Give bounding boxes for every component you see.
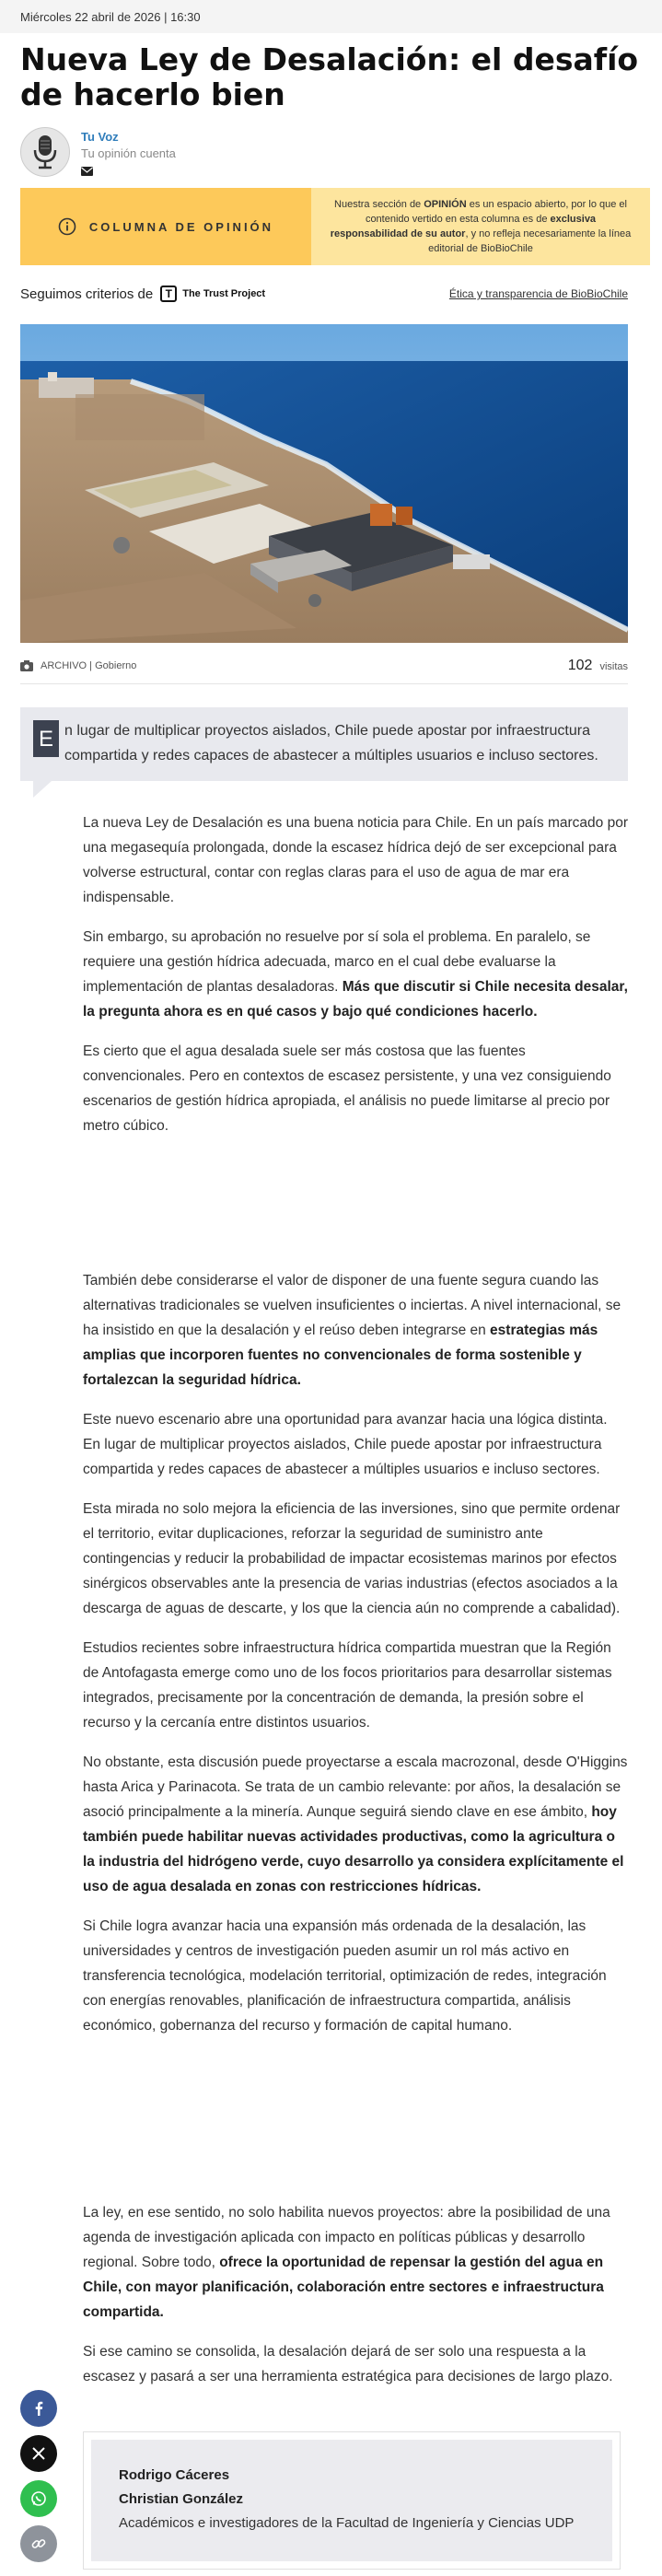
camera-icon <box>20 660 33 671</box>
criteria-prefix: Seguimos criterios de <box>20 286 154 302</box>
paragraph: La ley, en ese sentido, no solo habilita nuevos proyectos: abre la posibilidad de una agenda de investigación aplicada con impacto en políticas públicas y desarrollo regional. Sobre todo, ofrece la oportunidad de repensar la gestión del agua en Chile, con mayor planificación, colaboración entre sectores e infraestructura compartida. <box>83 2205 610 2320</box>
disclaimer-text: , y no refleja necesariamente la línea editorial de BioBioChile <box>428 228 632 254</box>
date-bar <box>0 0 662 33</box>
paragraph: Este nuevo escenario abre una oportunidad para avanzar hacia una lógica distinta. En lugar de multiplicar proyectos aislados, Chile puede apostar por infraestructura compartida y redes capaces de abastecer a múltiples usuarios e incluso sectores. <box>83 1412 608 1477</box>
drop-cap: E <box>33 720 59 757</box>
author-avatar[interactable] <box>20 127 70 177</box>
share-facebook-button[interactable] <box>20 2390 57 2427</box>
paragraph: Esta mirada no solo mejora la eficiencia de las inversiones, sino que permite ordenar el territorio, evitar duplicaciones, reforzar la seguridad de suministro ante contingencias y reducir la probabilidad de impactar ecosistemas marinos por efectos sinérgicos observables ante la presencia de varias industrias (efectos asociados a la descarga de aguas de descarte, y los que la ciencia aún no comprende a cabalidad). <box>83 1501 621 1616</box>
paragraph: Sin embargo, su aprobación no resuelve por sí sola el problema. En paralelo, se requiere una gestión hídrica adecuada, marco en el cual debe evaluarse la implementación de plantas desaladoras. Más que discutir si Chile necesita desalar, la pregunta ahora es en qué casos y bajo qué condiciones hacerlo. <box>83 929 628 1020</box>
x-icon <box>31 2446 46 2461</box>
disclaimer-text: Nuestra sección de <box>334 199 424 210</box>
divider <box>20 683 628 684</box>
paragraph: Es cierto que el agua desalada suele ser más costosa que las fuentes convencionales. Pero en contextos de escasez persistente, y una vez consiguiendo escenarios de gestión hídrica apropiada, el análisis no puede limitarse al precio por metro cúbico. <box>83 1043 611 1134</box>
visits-count: 102 <box>567 658 593 673</box>
microphone-icon <box>29 134 61 170</box>
copy-link-button[interactable] <box>20 2525 57 2562</box>
author-signature-box <box>83 2431 621 2570</box>
signature-role: Académicos e investigadores de la Facultad de Ingeniería y Ciencias UDP <box>119 2515 575 2531</box>
publish-date: Miércoles 22 abril de 2026 | 16:30 <box>20 9 201 24</box>
lede-text: n lugar de multiplicar proyectos aislados, Chile puede apostar por infraestructura compartida y redes capaces de abastecer a múltiples usuarios e incluso sectores. <box>64 723 598 763</box>
paragraph: Estudios recientes sobre infraestructura hídrica compartida muestran que la Región de Antofagasta emerge como uno de los focos prioritarios para desarrollar sistemas integrados, precisamente por la concentración de demanda, la presión sobre el recurso y la cercanía entre distintos usuarios. <box>83 1640 612 1731</box>
photo-source: ARCHIVO | Gobierno <box>41 660 137 671</box>
paragraph: Si Chile logra avanzar hacia una expansión más ordenada de la desalación, las universidades y centros de investigación pueden asumir un rol más activo en transferencia tecnológica, modelación territorial, optimización de redes, integración con energías renovables, planificación de infraestructura compartida, análisis económico, gobernanza del recurso y formación de capital humano. <box>83 1918 607 2034</box>
author-name[interactable]: Tu Voz <box>81 130 119 144</box>
disclaimer-bold: exclusiva responsabilidad de su autor <box>330 214 597 239</box>
ethics-link[interactable]: Ética y transparencia de BioBioChile <box>448 287 628 300</box>
share-x-button[interactable] <box>20 2435 57 2472</box>
trust-project-logo[interactable] <box>160 286 265 302</box>
opinion-disclaimer <box>311 188 650 265</box>
article-body-3 <box>83 2200 628 2404</box>
info-icon <box>58 217 76 236</box>
paragraph: También debe considerarse el valor de disponer de una fuente segura cuando las alternativas tradicionales se vuelven insuficientes o inciertas. A nivel internacional, se ha insistido en que la desalación y el reúso deben integrarse en estrategias más amplias que incorporen fuentes no convencionales de forma sostenible y fortalezcan la seguridad hídrica. <box>83 1273 621 1388</box>
author-subtitle: Tu opinión cuenta <box>81 146 176 160</box>
author-block <box>20 127 176 181</box>
lede-quote-tail <box>33 781 52 798</box>
criteria-row <box>20 286 628 302</box>
share-whatsapp-button[interactable] <box>20 2480 57 2517</box>
email-icon[interactable] <box>81 164 176 181</box>
facebook-icon <box>31 2401 46 2416</box>
opinion-label-box <box>20 188 311 265</box>
link-icon <box>30 2535 47 2552</box>
article-body-1 <box>83 810 628 1153</box>
signature-name-1: Rodrigo Cáceres <box>119 2467 230 2483</box>
article-title: Nueva Ley de Desalación: el desafío de hacerlo bien <box>20 41 639 112</box>
disclaimer-bold: OPINIÓN <box>424 199 467 210</box>
article-lede <box>20 707 628 781</box>
signature-name-2: Christian González <box>119 2491 244 2507</box>
paragraph: Si ese camino se consolida, la desalación dejará de ser solo una respuesta a la escasez y pasará a ser una herramienta estratégica para decisiones de largo plazo. <box>83 2344 613 2384</box>
paragraph: La nueva Ley de Desalación es una buena noticia para Chile. En un país marcado por una megasequía prolongada, donde la escasez hídrica dejó de ser excepcional para volverse estructural, contar con reglas claras para el uso de agua de mar era indispensable. <box>83 815 628 905</box>
whatsapp-icon <box>30 2490 47 2507</box>
photo-meta <box>20 658 628 674</box>
visits-label: visitas <box>599 661 628 672</box>
article-photo[interactable] <box>20 324 628 643</box>
opinion-banner <box>20 188 650 265</box>
article-body-2 <box>83 1268 628 2053</box>
trust-project-label: The Trust Project <box>182 288 266 299</box>
desalination-plant-image <box>20 324 628 643</box>
opinion-label: COLUMNA DE OPINIÓN <box>88 219 274 234</box>
trust-project-icon: T <box>160 286 177 302</box>
paragraph: No obstante, esta discusión puede proyectarse a escala macrozonal, desde O'Higgins hasta Arica y Parinacota. Se trata de un cambio relevante: por años, la desalación se asoció principalmente a la minería. Aunque seguirá siendo clave en ese ámbito, hoy también puede habilitar nuevas actividades productivas, como la agricultura o la industria del hidrógeno verde, cuyo desarrollo ya considera explícitamente el uso de agua desalada en zonas con restricciones hídricas. <box>83 1754 628 1894</box>
disclaimer-text: es un espacio abierto, por lo que el contenido vertido en esta columna es de <box>365 199 627 225</box>
